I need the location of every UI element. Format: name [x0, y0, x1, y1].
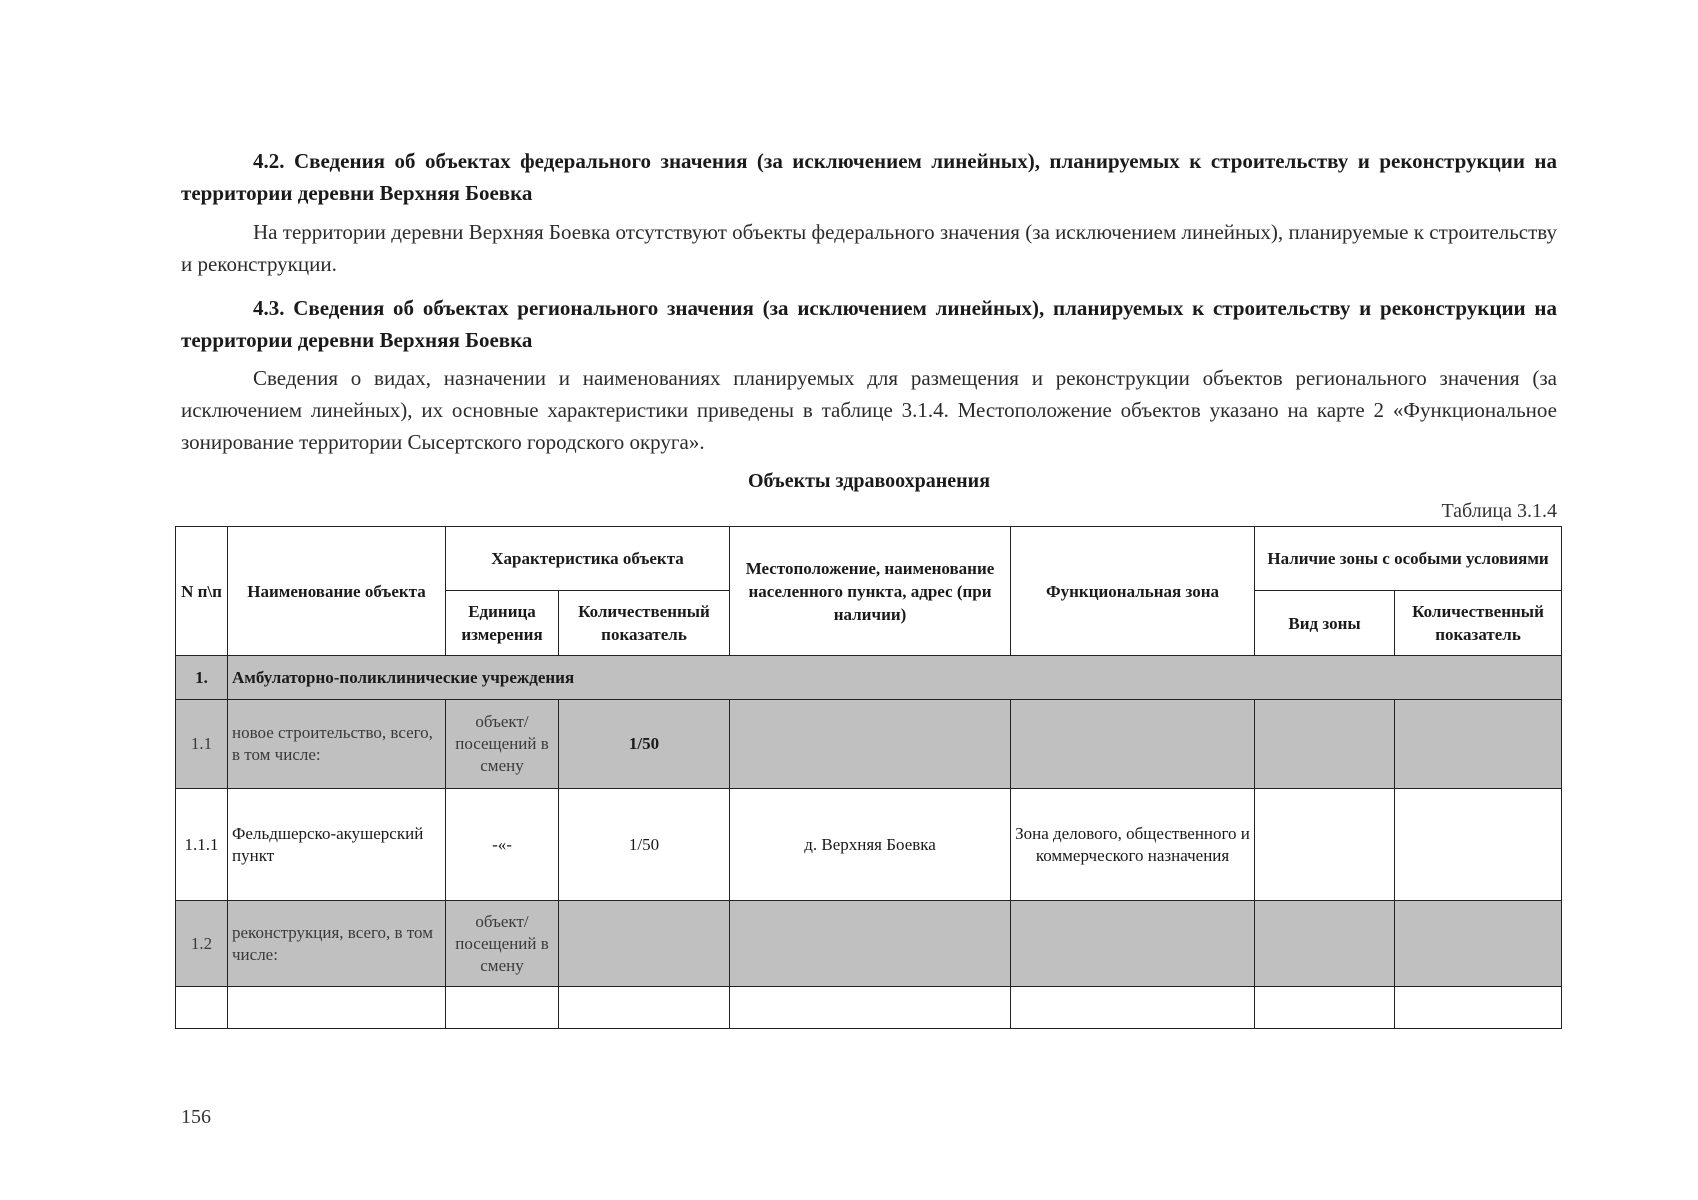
header-special-zone: Наличие зоны с особыми условиями — [1255, 527, 1562, 591]
section-num: 1. — [176, 656, 228, 700]
row-quantity: 1/50 — [559, 789, 730, 901]
header-unit: Единица измерения — [446, 591, 559, 656]
row-quantity: 1/50 — [559, 700, 730, 789]
row-name: Фельдшерско-акушерский пункт — [228, 789, 446, 901]
section-label: Амбулаторно-поликлинические учреждения — [228, 656, 1562, 700]
row-zone-quantity — [1395, 789, 1562, 901]
row-name: реконструкция, всего, в том числе: — [228, 901, 446, 987]
row-zone-quantity — [1395, 901, 1562, 987]
row-num: 1.1.1 — [176, 789, 228, 901]
row-zone: Зона делового, общественного и коммерческого назначения — [1011, 789, 1255, 901]
header-characteristic: Характеристика объекта — [446, 527, 730, 591]
header-name: Наименование объекта — [228, 527, 446, 656]
header-num: N п\п — [176, 527, 228, 656]
row-location — [730, 901, 1011, 987]
table-section-row — [176, 656, 1562, 700]
row-zone-type — [1255, 700, 1395, 789]
row-zone-type — [1255, 901, 1395, 987]
row-location: д. Верхняя Боевка — [730, 789, 1011, 901]
table-header-row — [176, 527, 1562, 591]
row-zone-quantity — [1395, 700, 1562, 789]
section-4-3-paragraph: Сведения о видах, назначении и наименованиях планируемых для размещения и реконструкции объектов регионального значения (за исключением линейных), их основные характеристики приведены в таблице 3.1.4. Местоположение объектов указано на карте 2 «Функциональное зонирование территории Сысертского городского округа». — [181, 366, 1557, 454]
row-zone — [1011, 700, 1255, 789]
table-row-empty — [176, 987, 1562, 1029]
row-name: новое строительство, всего, в том числе: — [228, 700, 446, 789]
row-location — [730, 700, 1011, 789]
page-number: 156 — [181, 1106, 211, 1128]
header-location: Местоположение, наименование населенного пункта, адрес (при наличии) — [730, 527, 1011, 656]
row-num: 1.1 — [176, 700, 228, 789]
header-zone-quantity: Количественный показатель — [1395, 591, 1562, 656]
row-quantity — [559, 901, 730, 987]
table-row — [176, 901, 1562, 987]
row-unit: объект/ посещений в смену — [446, 901, 559, 987]
section-4-2-heading: 4.2. Сведения об объектах федерального значения (за исключением линейных), планируемых к строительству и реконструкции на территории деревни Верхняя Боевка — [181, 149, 1557, 205]
row-unit: объект/ посещений в смену — [446, 700, 559, 789]
row-zone-type — [1255, 789, 1395, 901]
header-zone-type: Вид зоны — [1255, 591, 1395, 656]
header-zone: Функциональная зона — [1011, 527, 1255, 656]
row-zone — [1011, 901, 1255, 987]
table-caption: Объекты здравоохранения — [747, 470, 991, 492]
table-number: Таблица 3.1.4 — [1441, 500, 1557, 522]
table-row — [176, 789, 1562, 901]
table-row — [176, 700, 1562, 789]
header-quantity: Количественный показатель — [559, 591, 730, 656]
row-unit: -«- — [446, 789, 559, 901]
row-num: 1.2 — [176, 901, 228, 987]
healthcare-objects-table — [175, 526, 1562, 1029]
section-4-3-heading: 4.3. Сведения об объектах регионального значения (за исключением линейных), планируемых к строительству и реконструкции на территории деревни Верхняя Боевка — [181, 296, 1557, 352]
section-4-2-paragraph: На территории деревни Верхняя Боевка отсутствуют объекты федерального значения (за исключением линейных), планируемые к строительству и реконструкции. — [181, 220, 1557, 276]
